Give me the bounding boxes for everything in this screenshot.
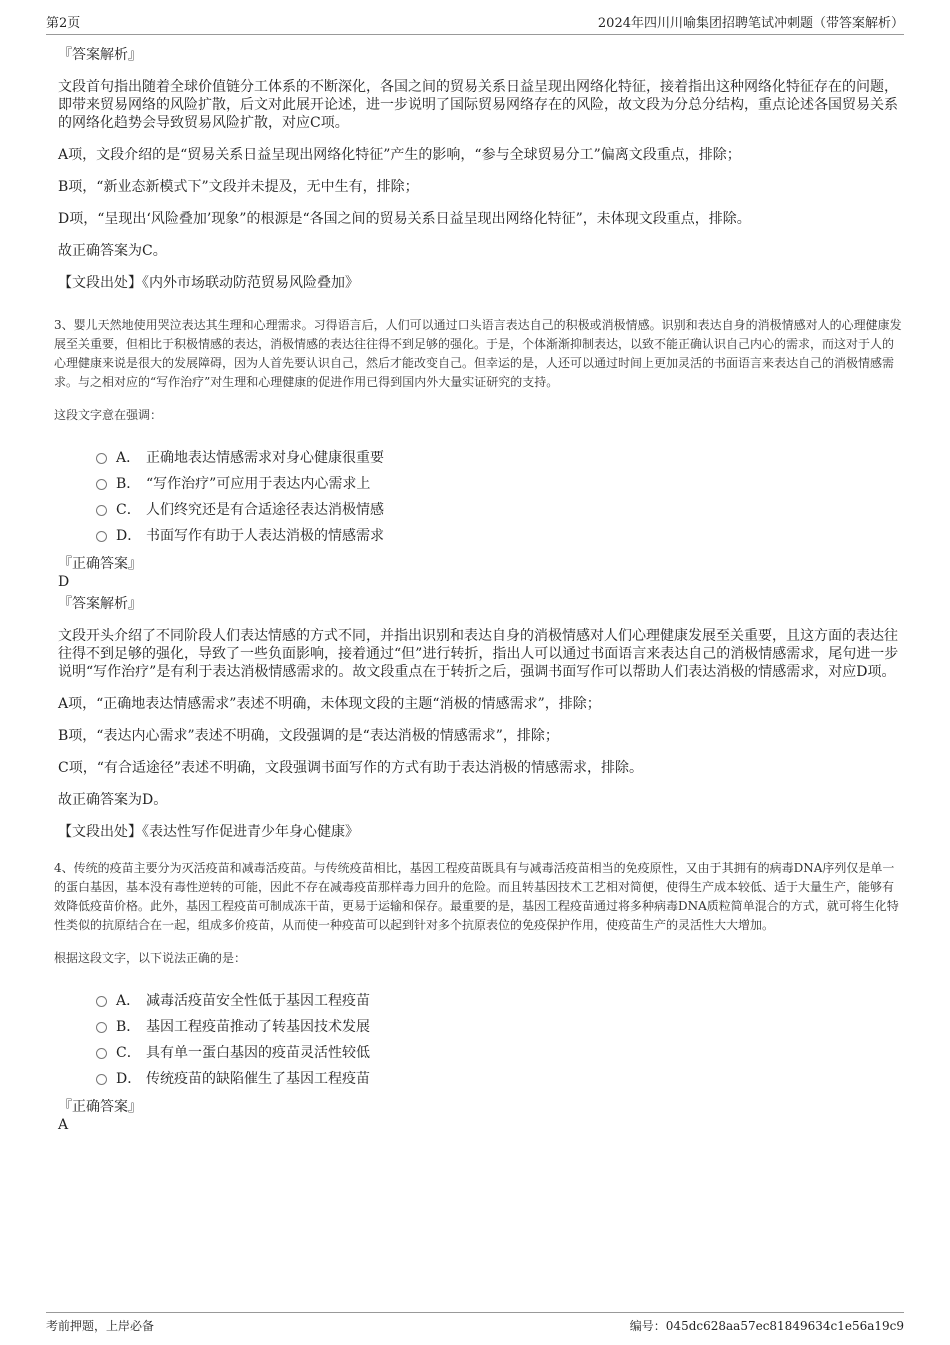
analysis-text: 文段首句指出随着全球价值链分工体系的不断深化，各国之间的贸易关系日益呈现出网络化特征，接着指出这种网络化特征存在的问题，即带来贸易网络的风险扩散，后文对此展开论述，进一步说明了国际贸易网络存在的风险，故文段为分总分结构，重点论述各国贸易关系的网络化趋势会导致贸易风险扩散，对应C项。: [58, 79, 898, 131]
question-4-options: [96, 988, 904, 1092]
option-item[interactable]: A． 减毒活疫苗安全性低于基因工程疫苗: [96, 988, 904, 1014]
page-content: [46, 46, 904, 1134]
answer-value: D: [58, 574, 70, 590]
page-footer: [46, 1312, 904, 1334]
analysis-option-a: A项，“正确地表达情感需求”表述不明确，未体现文段的主题“消极的情感需求”，排除；: [58, 696, 601, 712]
radio-icon[interactable]: [96, 505, 107, 516]
analysis-option-c: C项，“有合适途径”表述不明确，文段强调书面写作的方式有助于表达消极的情感需求，排除。: [58, 760, 644, 776]
radio-icon[interactable]: [96, 1074, 107, 1085]
option-item[interactable]: D． 传统疫苗的缺陷催生了基因工程疫苗: [96, 1066, 904, 1092]
conclusion: 故正确答案为C。: [58, 243, 167, 259]
question-4-prompt: 根据这段文字，以下说法正确的是：: [54, 951, 247, 965]
option-item[interactable]: B． “写作治疗”可应用于表达内心需求上: [96, 471, 904, 497]
source: 【文段出处】《内外市场联动防范贸易风险叠加》: [58, 275, 359, 291]
radio-icon[interactable]: [96, 996, 107, 1007]
option-item[interactable]: C． 具有单一蛋白基因的疫苗灵活性较低: [96, 1040, 904, 1066]
conclusion: 故正确答案为D。: [58, 792, 168, 808]
answer-value: A: [58, 1117, 69, 1133]
page-number: 第2页: [46, 16, 81, 31]
option-item[interactable]: D． 书面写作有助于人表达消极的情感需求: [96, 523, 904, 549]
answer-label: 『正确答案』: [58, 556, 142, 572]
page-header: [46, 12, 904, 35]
analysis-label: 『答案解析』: [58, 47, 142, 63]
footer-slogan: 考前押题，上岸必备: [46, 1319, 155, 1333]
document-title: 2024年四川川喻集团招聘笔试冲刺题（带答案解析）: [597, 16, 904, 31]
radio-icon[interactable]: [96, 1022, 107, 1033]
radio-icon[interactable]: [96, 479, 107, 490]
analysis-option-b: B项，“新业态新模式下”文段并未提及，无中生有，排除；: [58, 179, 419, 195]
option-item[interactable]: A． 正确地表达情感需求对身心健康很重要: [96, 445, 904, 471]
option-item[interactable]: C． 人们终究还是有合适途径表达消极情感: [96, 497, 904, 523]
question-3-text: 3、婴儿天然地使用哭泣表达其生理和心理需求。习得语言后，人们可以通过口头语言表达自己的积极或消极情感。识别和表达自身的消极情感对人的心理健康发展至关重要，但相比于积极情感的表达，消极情感的表达往往得不到足够的强化。于是，个体渐渐抑制表达，以致不能正确认识自己内心的需求，而这对于人的心理健康来说是很大的发展障碍，因为人首先要认识自己，然后才能改变自己。但幸运的是，人还可以通过时间上更加灵活的书面语言来表达自己的消极情感需求。与之相对应的“写作治疗”对生理和心理健康的促进作用已得到国内外大量实证研究的支持。: [54, 318, 902, 389]
analysis-option-a: A项，文段介绍的是“贸易关系日益呈现出网络化特征”产生的影响，“参与全球贸易分工”偏离文段重点，排除；: [58, 147, 741, 163]
analysis-option-d: D项，“呈现出‘风险叠加’现象”的根源是“各国之间的贸易关系日益呈现出网络化特征”，未体现文段重点，排除。: [58, 211, 751, 227]
question-3-prompt: 这段文字意在强调：: [54, 408, 163, 422]
analysis-text: 文段开头介绍了不同阶段人们表达情感的方式不同，并指出识别和表达自身的消极情感对人们心理健康发展至关重要，且这方面的表达往往得不到足够的强化，导致了一些负面影响，接着通过“但”进行转折，指出人可以通过书面语言来表达自己的消极情感需求，尾句进一步说明“写作治疗”是有利于表达消极情感需求的。故文段重点在于转折之后，强调书面写作可以帮助人们表达消极的情感需求，对应D项。: [58, 628, 899, 680]
source: 【文段出处】《表达性写作促进青少年身心健康》: [58, 824, 359, 840]
answer-label: 『正确答案』: [58, 1099, 142, 1115]
radio-icon[interactable]: [96, 453, 107, 464]
radio-icon[interactable]: [96, 531, 107, 542]
document-code: 编号：045dc628aa57ec81849634c1e56a19c9: [629, 1319, 904, 1333]
analysis-option-b: B项，“表达内心需求”表述不明确，文段强调的是“表达消极的情感需求”，排除；: [58, 728, 559, 744]
question-4-text: 4、传统的疫苗主要分为灭活疫苗和减毒活疫苗。与传统疫苗相比，基因工程疫苗既具有与减毒活疫苗相当的免疫原性，又由于其拥有的病毒DNA序列仅是单一的蛋白基因，基本没有毒性逆转的可能，因此不存在减毒疫苗那样毒力回升的危险。而且转基因技术工艺相对简便，使得生产成本较低、适于大量生产，能够有效降低疫苗价格。此外，基因工程疫苗可制成冻干苗，更易于运输和保存。最重要的是，基因工程疫苗通过将多种病毒DNA质粒简单混合的方式，就可将生化特性类似的抗原结合在一起，组成多价疫苗，从而使一种疫苗可以起到针对多个抗原表位的免疫保护作用，使疫苗生产的灵活性大大增加。: [54, 861, 899, 932]
analysis-label: 『答案解析』: [58, 596, 142, 612]
radio-icon[interactable]: [96, 1048, 107, 1059]
option-item[interactable]: B． 基因工程疫苗推动了转基因技术发展: [96, 1014, 904, 1040]
question-3-options: [96, 445, 904, 549]
